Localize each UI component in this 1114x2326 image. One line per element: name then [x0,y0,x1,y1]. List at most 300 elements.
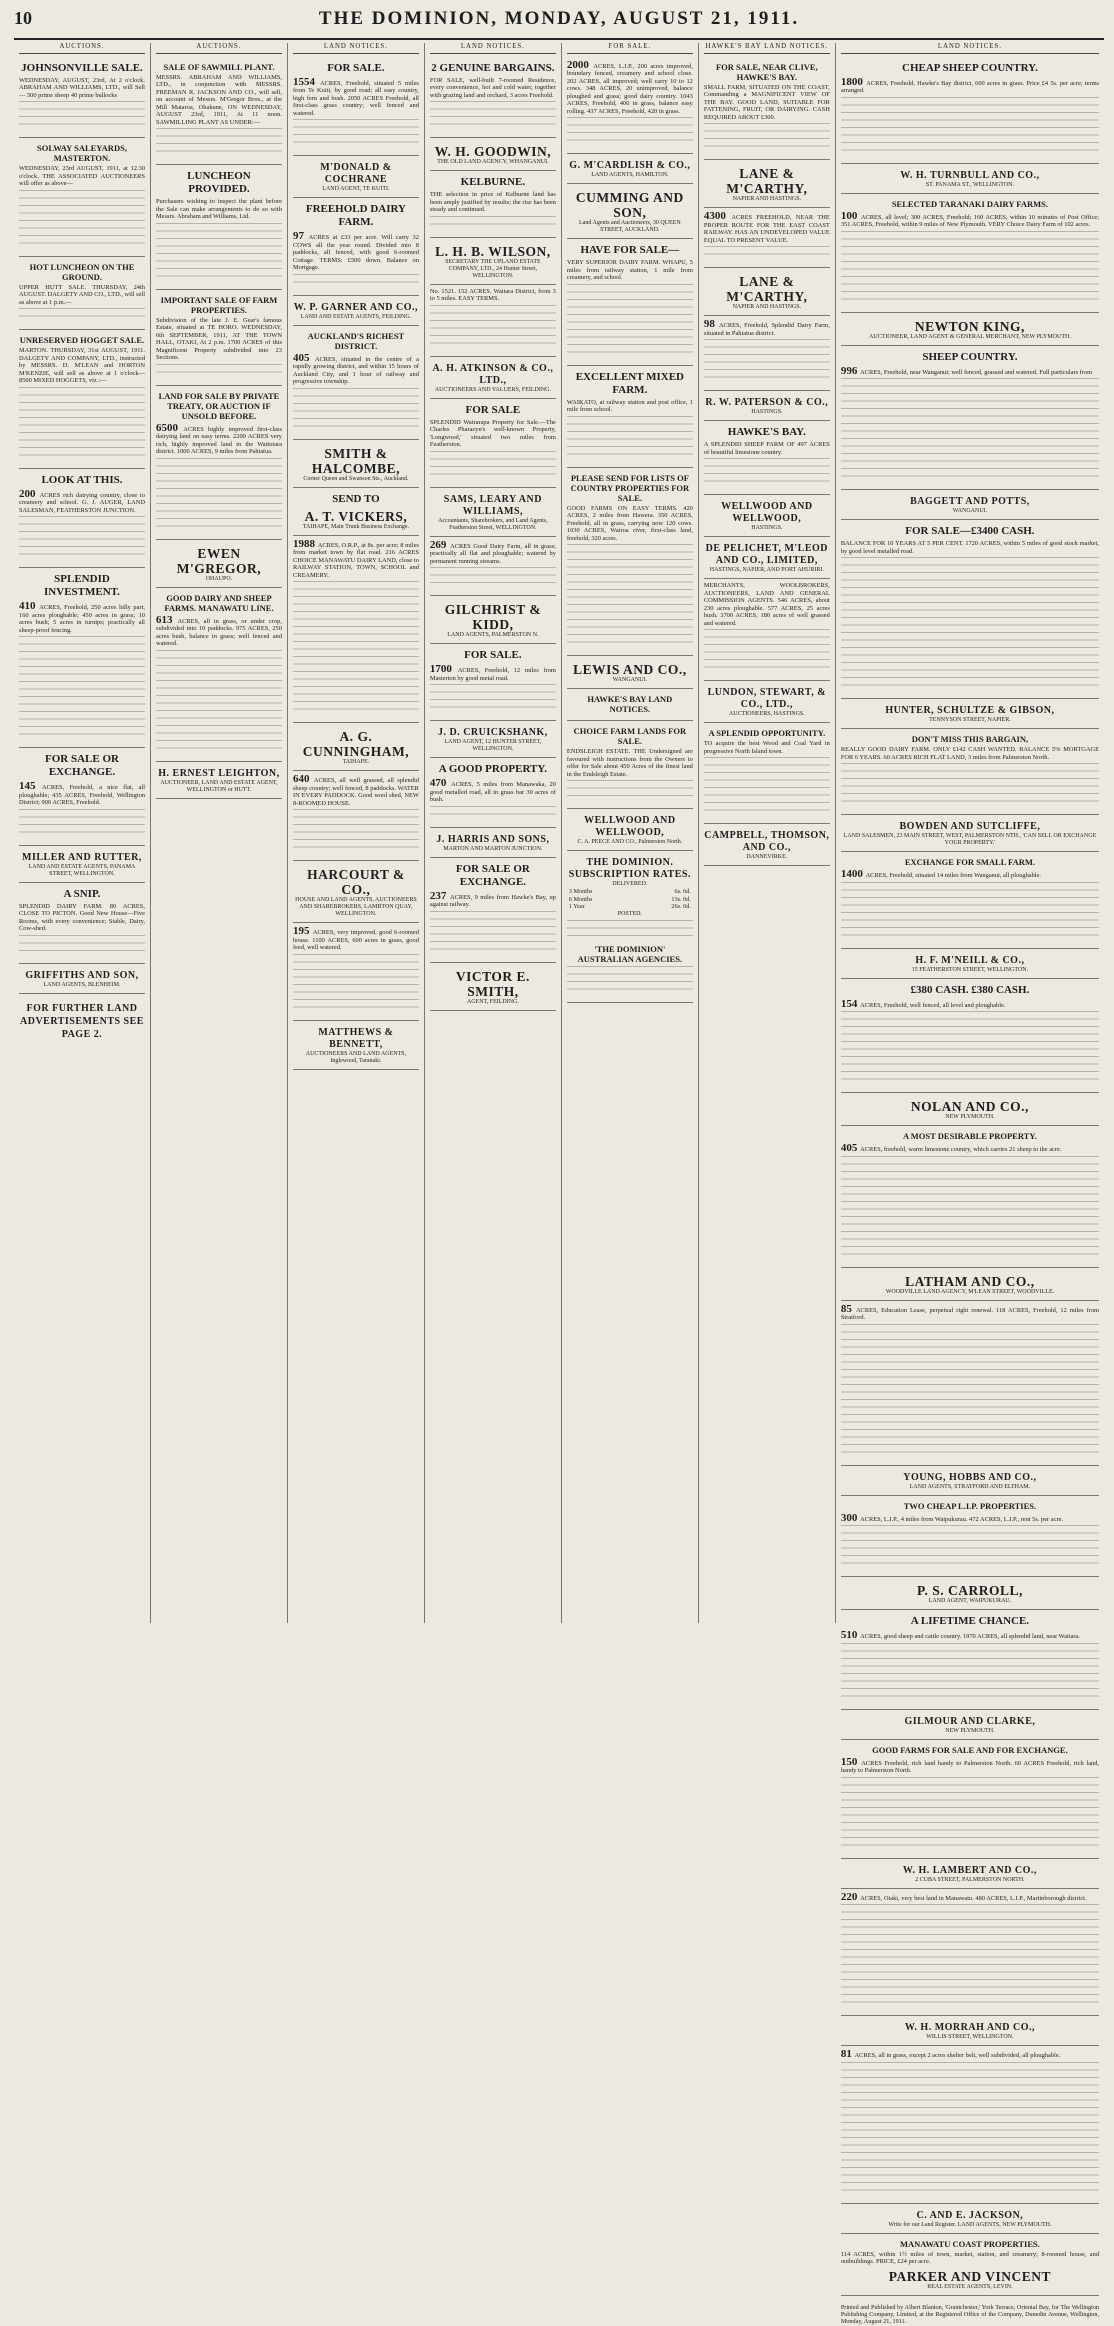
text-lines [19,190,145,250]
advertisement [19,568,145,748]
advertisement [156,57,282,166]
ad-heading: GOOD FARMS FOR SALE AND FOR EXCHANGE. [872,1744,1068,1755]
ad-lead-figure: 1554 [292,75,320,88]
text-lines [567,544,693,649]
advertisement [704,268,830,316]
agent-address: LAND AGENT, TE KUITI. [322,186,390,192]
ad-heading: £380 CASH. £380 CASH. [910,983,1030,996]
agent-address: NAPIER AND HASTINGS. [732,196,802,202]
ad-heading: AUCKLAND'S RICHEST DISTRICT. [307,330,405,351]
advertisement [567,239,693,366]
text-lines [156,128,282,158]
rate-price: 26s. 0d. [671,903,691,910]
ad-text [841,77,1099,95]
agent-address: LAND AGENT, 12 HUNTER STREET, WELLINGTON. [444,739,542,752]
agent-name: W. H. GOODWIN, [434,144,552,159]
advertisement [841,1093,1099,1126]
agent-address: C. A. PEECE AND CO., Palmerston North. [577,839,683,845]
ad-text [841,211,1099,229]
advertisement [293,198,419,296]
ad-text: No. 1521. 152 ACRES. Waitara District, from 3 to 5 miles. EASY TERMS. [429,287,556,302]
text-lines [430,305,556,350]
agent-address: AUCTIONEERS AND LAND AGENTS, Inglewood, Taranaki. [305,1050,407,1064]
agent-name: J. HARRIS AND SONS, [436,833,550,845]
ad-heading: SHEEP COUNTRY. [922,350,1018,363]
text-lines [841,1904,1099,2009]
advertisement [156,290,282,386]
agent-name: P. S. CARROLL, [916,1583,1023,1598]
text-lines [19,308,145,323]
ad-lead-figure: 100 [840,209,861,222]
advertisement [19,257,145,331]
agent-address: TENNYSON STREET, NAPIER. [929,717,1011,723]
agent-name: L. H. B. WILSON, [435,243,551,259]
advertisement [293,1021,419,1070]
advertisement [430,828,556,858]
ad-text: 114 ACRES, within 1½ miles of town, market, station, and creamery; 8-roomed house, and outbuildings. PRICE, £24 per acre. [840,2250,1100,2265]
advertisement [567,366,693,468]
ad-heading: HAVE FOR SALE— [580,244,680,256]
ad-heading: 2 GENUINE BARGAINS. [431,61,555,74]
ad-heading: LUNCHEON PROVIDED. [187,170,251,195]
text-lines [841,1011,1099,1086]
ad-text: GOOD FARMS ON EASY TERMS. 420 ACRES, 2 miles from Hawera. 350 ACRES, Freehold, all in grass, carrying now 120 cows. 1030 ACRES, Wairoa river, first-class land, freehold, 320 acres. [566,504,693,542]
advertisement [841,1496,1099,1578]
ad-lead-figure: 1800 [840,75,867,88]
advertisement [704,316,830,391]
advertisement [841,346,1099,491]
agent-name: EWEN M'GREGOR, [176,545,262,576]
ad-text: WAIKATO, at railway station and post office, 1 mile from school. [566,398,693,413]
ad-heading: A SPLENDID OPPORTUNITY. [708,728,826,738]
advertisement [156,762,282,799]
advertisement [841,815,1099,852]
ad-lead-figure: 613 [155,613,178,626]
agent-address: AUCTIONEER, LAND AGENT & GENERAL MERCHANT, NEW PLYMOUTH. [869,333,1071,340]
ad-lead-figure: 150 [840,1755,862,1768]
ad-text [841,366,1099,377]
ad-heading: TWO CHEAP L.I.P. PROPERTIES. [903,1500,1037,1511]
ad-text [293,231,419,272]
ad-text [293,353,419,386]
ad-lead-figure: 510 [840,1629,861,1641]
advertisement [293,296,419,326]
text-lines [19,935,145,957]
ad-text [841,1630,1099,1641]
advertisement [704,537,830,579]
text-lines [156,458,282,533]
ad-text [430,664,556,682]
text-lines [841,763,1099,808]
agent-name: W. H. LAMBERT AND CO., [902,1864,1037,1876]
text-lines [567,284,693,359]
advertisement [704,421,830,495]
ad-heading: EXCHANGE FOR SMALL FARM. [904,857,1036,867]
ad-body: ACRES, Freehold, a nice flat, all ploughable; 435 ACRES, Freehold, Wellington District; 900 ACRES, Freehold. [19,784,145,806]
text-lines [293,809,419,854]
advertisement [293,440,419,488]
agent-address: ST. PANAMA ST., WELLINGTON. [925,181,1014,188]
ad-lead-figure: 470 [429,777,451,789]
agent-address: LAND AGENTS, STRATFORD AND ELTHAM. [909,1483,1031,1490]
masthead [14,8,1104,40]
ad-text [841,1143,1099,1154]
rate-price: 6s. 6d. [674,888,691,895]
ad-body: ACRES rich dairying country, close to creamery and school. G. J. AUGER, LAND SALESMAN, FEATHERSTON JUNCTION. [19,491,145,514]
ad-body: ACRES, all level; 300 ACRES, Freehold; 160 ACRES, within 10 minutes of Post Office; 351 ACRES, Freehold, within 9 miles of New Plymouth. VERY Choice Dairy Farm of 102 acres. [840,213,1100,228]
agent-name: A. T. VICKERS, [304,508,408,524]
agent-address: AUCTIONEERS, HASTINGS. [728,711,805,717]
further-ads-note: FOR FURTHER LAND ADVERTISEMENTS SEE PAGE 2. [20,1002,144,1040]
agent-address: WANGANUI. [612,677,648,683]
rate-price: 13s. 0d. [671,895,691,903]
advertisement [841,949,1099,979]
text-lines [841,1777,1099,1852]
column-4 [425,43,562,1623]
advertisement [430,488,556,537]
advertisement [430,171,556,238]
advertisement [704,495,830,537]
agencies-heading: 'THE DOMINION' AUSTRALIAN AGENCIES. [577,943,683,964]
column-header: HAWKE'S BAY LAND NOTICES. [704,43,830,54]
ad-lead-figure: 85 [840,1302,856,1315]
agent-name: NOLAN AND CO., [910,1099,1029,1114]
ad-text: FOR SALE, well-built 7-roomed Residence, every convenience, hot and cold water, together with grazing land and orchard, 3 acres Freehold. [429,76,556,99]
ad-heading: MANAWATU COAST PROPERTIES. [899,2238,1040,2249]
ad-lead-figure: 200 [19,487,40,500]
advertisement [430,57,556,139]
text-lines [841,1156,1099,1261]
text-lines [704,629,830,674]
printer-imprint: Printed and Published by Albert Blanton, 'Grantchester,' York Terrace, Oriental Bay, for The Wellington Publishing Company, Limited, at the Registered Office of the Company, Dunedin Avenue, Wellington, Monday, August 21, 1911. [840,2303,1100,2326]
text-lines [430,911,556,956]
agent-address: HASTINGS. [751,525,783,531]
advertisement [841,520,1099,699]
advertisement [841,1466,1099,1496]
advertisement [841,852,1099,949]
ad-text [430,891,556,909]
ad-text: TO acquire the best Wood and Coal Yard in progressive North Island town. [703,740,830,755]
agent-address: LAND AGENTS, PALMERSTON N. [447,632,539,638]
ad-body: ACRES, 9 miles from Hawke's Bay, up against railway. [429,893,556,908]
agent-address: HASTINGS. [751,409,783,415]
ad-body: ACRES, L.I.P., 4 miles from Waipukurau. 472 ACRES, L.I.P., rent 5s. per acre. [860,1515,1064,1523]
ad-text: WEDNESDAY, AUGUST, 23rd, At 2 o'clock. ABRAHAM AND WILLIAMS, LTD., will Sell— 500 prime sheep 40 prime bullocks [19,76,145,99]
agent-name: CUMMING AND SON, [575,190,684,220]
agent-name: M'DONALD & COCHRANE [320,162,392,185]
ad-lead-figure: 195 [292,925,313,937]
ad-lead-figure: 405 [840,1142,861,1154]
ad-body: ACRES Good Dairy Farm, all in grass; practically all flat and ploughable; watered by permanent running streams. [429,542,556,565]
text-lines [430,101,556,131]
ad-heading: SPLENDID INVESTMENT. [44,573,120,598]
subscription-title: THE DOMINION. SUBSCRIPTION RATES. [568,857,691,880]
ad-text [430,540,556,566]
text-lines [19,636,145,741]
advertisement [567,154,693,184]
text-lines [430,684,556,714]
subscription-rates [567,851,693,1003]
advertisement [567,57,693,155]
advertisement [841,1126,1099,1268]
text-lines [567,920,693,942]
agent-address: WILLIS STREET, WELLINGTON. [926,2034,1014,2040]
text-lines [841,882,1099,942]
ad-heading: FREEHOLD DAIRY FARM. [305,203,406,228]
advertisement [156,540,282,588]
agent-address: NAPIER AND HASTINGS. [732,304,802,310]
ad-heading: FOR SALE. [464,649,522,661]
column-3 [288,43,425,1623]
agent-name: W. P. GARNER AND CO., [293,301,419,313]
agent-address: LAND AND ESTATE AGENTS, PANAMA STREET, WELLINGTON. [28,863,136,877]
ad-lead-figure: 1400 [840,868,866,880]
advertisement [567,184,693,239]
text-lines [156,650,282,755]
agent-name: YOUNG, HOBBS AND CO., [903,1471,1037,1483]
rate-period: 6 Months [568,895,593,903]
agent-name: A. G. CUNNINGHAM, [302,729,410,759]
ad-text [841,1892,1099,1903]
ad-heading: GOOD DAIRY AND SHEEP FARMS. MANAWATU LINE. [164,592,274,613]
text-lines [704,339,830,384]
advertisement [841,1268,1099,1301]
advertisement [567,689,693,721]
ad-body: ACRES, freehold, warm limestone country, which carries 21 sheep to the acre. [860,1146,1062,1153]
ad-body: ACRES, Freehold, Hawke's Bay district, 600 acres in grass. Price £4 5s. per acre; terms arranged. [840,79,1100,94]
agent-name: PARKER AND VINCENT [888,2268,1052,2284]
ad-lead-figure: 154 [840,997,861,1010]
agent-name: LEWIS AND CO., [573,662,687,677]
text-lines [704,458,830,488]
column-header: AUCTIONS. [19,43,145,54]
agent-name: W. H. TURNBULL AND CO., [900,169,1040,181]
agent-address: Land Agents and Auctioneers, 30 QUEEN STREET, AUCKLAND. [579,220,681,233]
agent-name: HARCOURT & CO., [307,867,405,897]
advertisement [841,2046,1099,2204]
agent-name: GRIFFITHS AND SON, [25,969,139,981]
agent-name: LANE & M'CARTHY, [726,274,808,304]
ad-text [156,423,282,456]
advertisement [430,596,556,644]
text-lines [430,806,556,821]
ad-body: ACRES, situated in the centre of a rapidly growing district, and within 15 hours of Auckland City, and 1 hour of railway and progressive township. [292,355,419,385]
ad-text: REALLY GOOD DAIRY FARM. ONLY £142 CASH WANTED. BALANCE 5% MORTGAGE FOR 6 YEARS. 60 ACRES RICH FLAT LAND, 3 miles from Palmerston North. [840,746,1100,761]
agent-address: NEW PLYMOUTH. [945,1114,995,1120]
agent-address: OHAUPO. [205,575,233,582]
advertisement [567,809,693,851]
ad-text: ENDSLEIGH ESTATE. THE Undersigned are favoured with instructions from the Owners to offer for Sale about 450 Acres of the finest land in the Endsleigh Estate. [566,748,693,778]
agent-address: LAND AND ESTATE AGENTS, FEILDING. [300,313,412,320]
agent-address: 15 FEATHERSTON STREET, WELLINGTON. [911,966,1029,973]
text-lines [293,581,419,716]
agent-name: CAMPBELL, THOMSON, AND CO., [704,830,830,853]
agent-address: AUCTIONEER, LAND AND ESTATE AGENT, WELLINGTON or HUTT. [160,779,278,793]
text-lines [841,378,1099,483]
text-lines [430,567,556,589]
ad-lead-figure: 405 [292,351,315,364]
agent-name: A. H. ATKINSON & CO., LTD., [432,362,554,386]
ad-body: ACRES, O.R.P., at 8s. per acre; 8 miles from market town by flat road. 216 ACRES CHOICE MANAWATU DAIRY LAND, close to RAILWAY STATION, TOWN, SCHOOL and CREAMERY. [292,541,419,579]
agent-address: WANGANUI. [952,508,988,514]
ad-heading: FOR SALE OR EXCHANGE. [455,862,530,888]
ad-text [841,1304,1099,1322]
ad-text: A SPLENDID SHEEP FARM OF 497 ACRES of beautiful limestone country. [703,441,830,456]
ad-text [704,319,830,337]
ad-lead-figure: 269 [429,538,451,551]
agent-name: R. W. PATERSON & CO., [705,397,829,408]
text-lines [841,1324,1099,1459]
agent-name: WELLWOOD AND WELLWOOD, [721,501,813,524]
agent-address: THE OLD LAND AGENCY, WHANGANUI. [437,159,549,165]
rate-row [567,888,693,896]
advertisement [567,468,693,657]
agent-address: HOUSE AND LAND AGENTS, AUCTIONEERS AND SHAREBROKERS, LAMBTON QUAY, WELLINGTON. [295,897,417,917]
ad-text: UPPER HUTT SALE. THURSDAY, 24th AUGUST. DALGETY AND CO., LTD., will sell as above at 1 p.m.— [19,283,145,306]
advertisement [430,537,556,597]
ad-text [293,539,419,580]
ad-text: Purchasers wishing to inspect the plant before the Sale can make arrangements to do so with Messrs. Abraham and Williams, Ltd. [155,198,282,220]
text-lines [567,780,693,802]
ad-text [841,999,1099,1010]
advertisement [430,721,556,758]
agent-address: AUCTIONEERS AND VALUERS, FEILDING. [434,386,552,393]
ad-body: ACRES Freehold, rich land handy to Palmerston North. 60 ACRES Freehold, rich land, handy to Palmerston North. [840,1759,1100,1774]
ad-text: BALANCE FOR 10 YEARS AT 5 PER CENT. 1720 ACRES, within 5 miles of good stock market, by good level metalled road. [840,540,1100,555]
ad-text [19,489,145,515]
agent-name: SMITH & HALCOMBE, [311,445,400,476]
rate-period: 3 Months [568,888,593,895]
ad-body: ACRES highly improved first-class dairying land on easy terms. 2200 ACRES very rich, highly improved land in the Waitotara district. 1000 ACRES, 9 miles from Pahiatua. [155,425,282,455]
agent-name: H. ERNEST LEIGHTON, [158,767,280,779]
ad-heading: FOR SALE OR EXCHANGE. [45,753,119,778]
advertisement [156,165,282,290]
ad-heading: HAWKE'S BAY. [727,426,806,438]
advertisement [841,313,1099,346]
ad-heading: HAWKE'S BAY LAND NOTICES. [587,694,673,714]
column-header: LAND NOTICES. [293,43,419,54]
ad-body: ACRES, all in grass, except 2 acres shelter belt, well subdivided, all ploughable. [854,2052,1061,2059]
agent-name: HUNTER, SCHULTZE & GIBSON, [885,705,1055,716]
advertisement [430,858,556,963]
ad-body: ACRES, Freehold, Splendid Dairy Farm, situated in Pahiatua district. [703,322,830,337]
advertisement [841,1577,1099,1610]
ad-text [293,774,419,807]
agent-name: LUNDON, STEWART, & CO., LTD., [707,687,827,710]
agent-address: AGENT, FEILDING. [466,998,519,1005]
ad-heading: HOT LUNCHEON ON THE GROUND. [29,261,135,282]
advertisement [430,138,556,171]
ad-heading: JOHNSONVILLE SALE. [21,61,143,74]
ad-text: Subdivision of the late J. E. Gear's famous Estate, situated at TE HORO. WEDNESDAY, 6th SEPTEMBER, 1911, AT THE TOWN HALL, OTAKI, At 2 p.m. 1700 ACRES of this Magnificent Property subdivided into 23 Sections. [155,316,282,361]
ad-heading: KELBURNE. [460,176,526,188]
agent-address: LAND SALESMEN, 23 MAIN STREET, WEST, PALMERSTON NTH., 'CAN SELL OR EXCHANGE YOUR PROPERTY.' [843,833,1097,846]
advertisement [293,536,419,724]
advertisement [841,490,1099,520]
ad-body: ACRES FREEHOLD, NEAR THE PROPER ROUTE FOR THE EAST COAST RAILWAY. HAS AN UNDEVELOPED VALUE EQUAL TO PRESENT VALUE. [703,214,830,244]
delivered-label: DELIVERED. [612,881,648,887]
agent-address: Write for our Land Register. LAND AGENTS, NEW PLYMOUTH. [888,2221,1052,2228]
advertisement [19,469,145,569]
advertisement [19,748,145,846]
advertisement [567,721,693,809]
ad-lead-figure: 6500 [155,421,184,434]
ad-heading: EXCELLENT MIXED FARM. [575,370,684,396]
text-lines [156,223,282,283]
agent-address: WOODVILLE LAND AGENCY, M'LEAN STREET, WOODVILLE. [885,1288,1055,1295]
ad-text: MESSRS. ABRAHAM AND WILLIAMS, LTD., in conjunction with MESSRS. FREEMAN R. JACKSON AND CO., will sell, on account of Messrs. M'Gregor Bros., at the Mill Mataroa, Ohakune, ON WEDNESDAY, AUGUST 23rd, 1911, At 11 noon. SAWMILLING PLANT AS UNDER:— [155,73,282,126]
ad-heading: A SNIP. [63,887,101,900]
agent-name: WELLWOOD AND WELLWOOD, [584,815,676,838]
agent-address: TAIHAPE, Main Trunk Business Exchange. [302,523,410,530]
ad-heading: UNRESERVED HOGGET SALE. [19,335,145,345]
ad-text [841,869,1099,880]
advertisement [430,357,556,399]
advertisement [841,979,1099,1094]
ad-heading: DON'T MISS THIS BARGAIN, [911,734,1029,744]
ad-text: SPLENDID DAIRY FARM. 80 ACRES, CLOSE TO PICTON. Good New House—Five Rooms, with every convenience; Stable, Dairy, Cow-shed. [19,902,145,932]
agent-name: MILLER AND RUTTER, [22,851,142,863]
ad-body: ACRES, Freehold, near Wanganui; well fenced, grassed and watered. Full particulars from [860,368,1093,376]
ad-heading: SELECTED TARANAKI DAIRY FARMS. [891,198,1049,209]
rate-period: 1 Year [568,903,585,910]
ad-body: ACRES, Freehold, 12 miles from Masterton by good metal road. [429,667,556,682]
agent-name: C. AND E. JACKSON, [916,2209,1024,2221]
advertisement [567,656,693,689]
ad-body: ACRES, Freehold, situated 5 miles from Te Kuiti, by good road; all easy country, high fern and bush. 2050 ACRES Freehold, all first-class grass country; well fenced and watered. [292,79,419,117]
ad-lead-figure: 97 [292,230,309,242]
ad-text: SPLENDID Wairarapa Property for Sale.—The Charles Pharazyn's well-known Property, 'Longwood,' situated two miles from Featherston. [429,418,556,448]
ad-heading: CHEAP SHEEP COUNTRY. [902,61,1038,74]
ad-lead-figure: 410 [19,600,40,612]
agent-name: G. M'CARDLISH & CO., [569,160,691,171]
advertisement [430,285,556,357]
text-lines [156,364,282,379]
advertisement [841,699,1099,729]
column-5 [562,43,699,1623]
ad-body: ACRES, Otaki, very best land in Manawatu. 480 ACRES, L.I.P., Martinborough district. [860,1894,1087,1902]
ad-text: MERCHANTS, WOOLBROKERS, AUCTIONEERS, LAND AND GENERAL COMMISSION AGENTS. 546 ACRES, about 230 acres ploughable. 577 ACRES, 25 acres bush. 3700 ACRES, 180 acres of well grassed and watered. [703,582,830,627]
rate-row [567,903,693,911]
ad-lead-figure: 996 [840,364,861,377]
text-lines [293,119,419,149]
ad-body: ACRES, very improved, good 6-roomed house. 1100 ACRES, 600 acres in grass, good feed, well watered. [292,929,419,951]
agent-address: SECRETARY THE UPLAND ESTATE COMPANY, LTD., 24 Hunter Street, WELLINGTON. [445,258,541,279]
ad-text: VERY SUPERIOR DAIRY FARM. WHAPU, 5 miles from railway station, 1 mile from creamery, and school. [566,259,693,281]
column-header: AUCTIONS. [156,43,282,54]
text-lines [19,101,145,131]
advertisement [293,57,419,157]
advertisement [841,57,1099,164]
advertisement [841,1301,1099,1466]
advertisement [841,1610,1099,1710]
ad-heading: IMPORTANT SALE OF FARM PROPERTIES. [160,294,278,315]
ad-text: SMALL FARM, SITUATED ON THE COAST, Commanding a MAGNIFICENT VIEW OF THE BAY. GOOD LAND, SUITABLE FOR FATTENING, FRUIT, OR DAIRYING. CASH REQUIRED ABOUT £300. [703,83,830,121]
column-1 [14,43,151,1623]
advertisement [841,1710,1099,1740]
advertisement [841,2016,1099,2046]
ad-body: ACRES, Education Lease, perpetual right renewal. 118 ACRES, Freehold, 12 miles from Stratford. [840,1306,1100,1321]
ad-text: WEDNESDAY, 23rd AUGUST, 1911, at 12.30 o'clock. THE ASSOCIATED AUCTIONEERS will offer as above— [19,165,145,187]
agent-name: BAGGETT AND POTTS, [910,496,1030,507]
text-lines [19,809,145,839]
ad-lead-figure: 145 [19,780,42,792]
advertisement [704,208,830,268]
ad-text [293,77,419,118]
column-2 [151,43,288,1623]
advertisement [841,729,1099,815]
ad-heading: SOLWAY SALEYARDS, MASTERTON. [37,143,127,163]
